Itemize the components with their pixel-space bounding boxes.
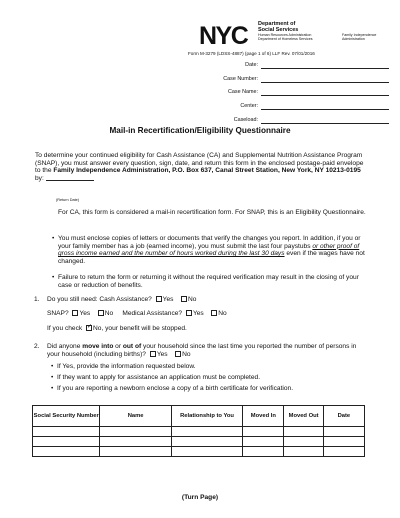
snap-yes-checkbox[interactable] [72, 310, 78, 316]
medical-no-checkbox[interactable] [211, 310, 217, 316]
table-header-row [33, 406, 365, 427]
col-date: Date [323, 406, 364, 427]
case-name-label: Case Name: [228, 89, 258, 95]
center-field[interactable] [170, 102, 392, 112]
table-row[interactable] [33, 437, 365, 447]
q1-number: 1. [34, 296, 40, 303]
q2-bullet-1: • If Yes, provide the information requested below. [51, 363, 196, 370]
checked-checkbox-icon [86, 325, 92, 331]
table-row[interactable] [33, 427, 365, 437]
cash-no-checkbox[interactable] [181, 296, 187, 302]
agency-header [198, 20, 388, 50]
turn-page-note: (Turn Page) [181, 494, 219, 501]
caseload-label: Caseload: [233, 117, 258, 123]
col-moved-in: Moved In [243, 406, 284, 427]
logo-text: NYC [199, 22, 248, 48]
form-number: Form M-3279 (LDSS-4887) (page 1 of 6) LLF Rev. 07/01/2016 [188, 51, 315, 56]
col-ssn: Social Security Number [33, 406, 100, 427]
fia-label: Family Independence Administration [342, 33, 377, 42]
household-table [32, 405, 365, 457]
case-number-label: Case Number: [223, 76, 258, 82]
q1-warning: If you check ✓ No, your benefit will be stopped. [47, 325, 367, 333]
return-address: Family Independence Administration, P.O. Box 637, Canal Street Station, New York, NY 10213-0195 [53, 167, 361, 175]
q1-snap-line: SNAP? Yes No Medical Assistance? Yes No [47, 310, 227, 317]
department-subtitle: Human Resources Administration Department of Homeless Services [258, 33, 313, 42]
col-moved-out: Moved Out [284, 406, 323, 427]
failure-bullet: • Failure to return the form or returning it without the required verification may result in the closing of your case or reduction of benefits. [52, 274, 359, 289]
snap-no-checkbox[interactable] [98, 310, 104, 316]
q2-no-checkbox[interactable] [175, 351, 181, 357]
date-field[interactable] [170, 61, 392, 71]
col-name: Name [100, 406, 171, 427]
intro-paragraph: To determine your continued eligibility for Cash Assistance (CA) and Supplemental Nutrition Assistance Program (SNAP), you must answer every question, sign, date, and return this form in the enclosed postage-paid envelope to the Family Independence Administration, P.O. Box 637, Canal Street Station, New York, NY 10213-0195 by: [35, 152, 364, 183]
q1-cash-line: Do you still need: Cash Assistance? Yes No [47, 296, 197, 303]
cash-yes-checkbox[interactable] [156, 296, 162, 302]
q2-bullet-3: • If you are reporting a newborn enclose a copy of a birth certificate for verification. [51, 385, 294, 392]
center-label: Center: [240, 103, 258, 109]
q2-number: 2. [34, 343, 40, 350]
q2-yes-checkbox[interactable] [150, 351, 156, 357]
case-name-field[interactable] [170, 88, 392, 98]
q2-text: Did anyone move into or out of your household since the last time you reported the number of persons in your household (including births)? Yes No [47, 343, 357, 358]
nyc-logo-icon [198, 20, 256, 48]
page-title: Mail-in Recertification/Eligibility Questionnaire [109, 126, 291, 135]
q2-bullet-2: • If they want to apply for assistance an application must be completed. [51, 374, 261, 381]
return-date-field[interactable] [46, 180, 94, 181]
medical-yes-checkbox[interactable] [186, 310, 192, 316]
return-date-label: (Return Date) [56, 198, 80, 202]
col-relationship: Relationship to You [171, 406, 242, 427]
ca-note: For CA, this form is considered a mail-in recertification form. For SNAP, this is an Eligibility Questionnaire. [58, 209, 366, 216]
caseload-field[interactable] [170, 116, 392, 126]
date-label: Date: [245, 62, 258, 68]
department-name: Department of Social Services [258, 21, 299, 33]
verification-bullet: • You must enclose copies of letters or documents that verify the changes you report. In addition, if you or your family member has a job (earned income), you must submit the last four paystubs or other proof of gross income earned and the number of hours worked during the last 30 days even if the wages have not changed. [52, 235, 365, 266]
case-number-field[interactable] [170, 75, 392, 85]
table-row[interactable] [33, 447, 365, 457]
